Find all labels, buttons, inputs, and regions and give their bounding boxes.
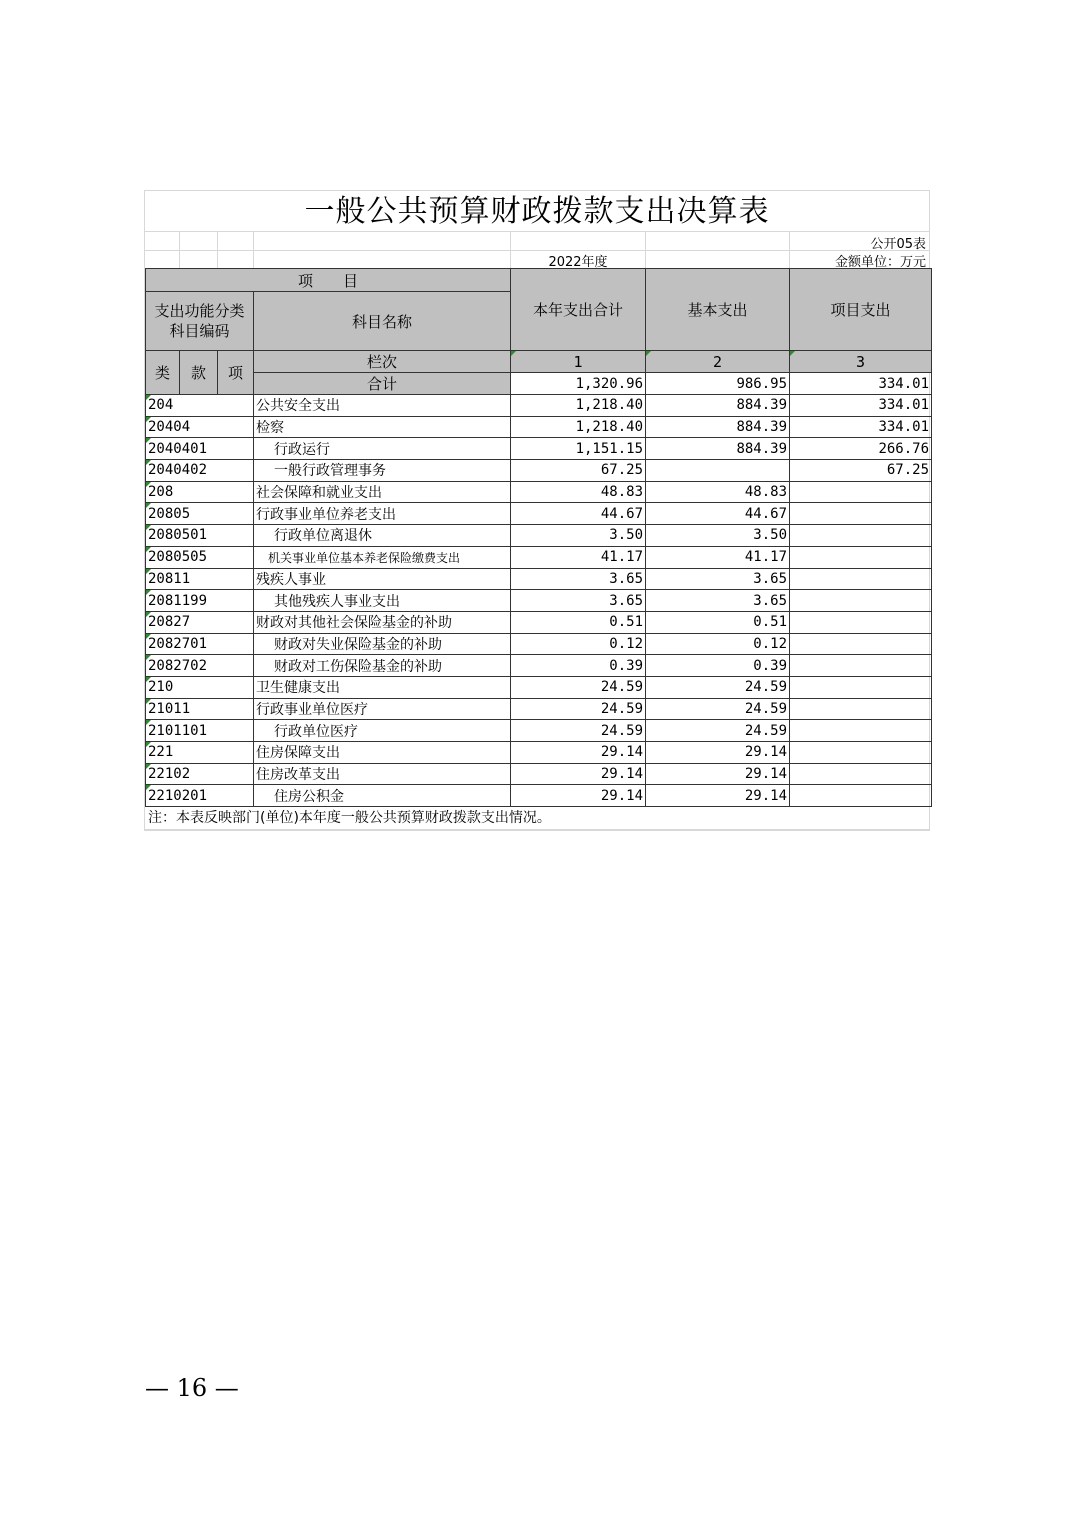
row-basic: 29.14 <box>646 785 790 807</box>
page-number: — 16 — <box>145 1374 239 1402</box>
row-name: 检察 <box>254 416 511 438</box>
row-basic: 29.14 <box>646 742 790 764</box>
row-name: 住房保障支出 <box>254 742 511 764</box>
row-project <box>790 503 932 525</box>
table-row <box>146 503 932 525</box>
table-row <box>146 590 932 612</box>
row-basic: 24.59 <box>646 676 790 698</box>
row-name: 住房公积金 <box>254 785 511 807</box>
row-project <box>790 698 932 720</box>
row-project: 334.01 <box>790 395 932 417</box>
row-basic: 0.12 <box>646 633 790 655</box>
header-basic: 基本支出 <box>646 269 790 351</box>
row-project <box>790 763 932 785</box>
table-row <box>146 438 932 460</box>
row-code: 2080501 <box>146 525 254 547</box>
row-name: 其他残疾人事业支出 <box>254 590 511 612</box>
table-row <box>146 568 932 590</box>
row-project <box>790 633 932 655</box>
row-project <box>790 742 932 764</box>
fiscal-year: 2022年度 <box>548 255 608 270</box>
table-row <box>146 633 932 655</box>
row-name: 一般行政管理事务 <box>254 460 511 482</box>
table-row <box>146 763 932 785</box>
row-project <box>790 525 932 547</box>
row-total: 24.59 <box>511 698 646 720</box>
row-code: 210 <box>146 676 254 698</box>
total-basic: 986.95 <box>646 373 790 395</box>
row-total: 24.59 <box>511 720 646 742</box>
header-lanci: 栏次 <box>254 351 511 373</box>
row-basic <box>646 460 790 482</box>
table-meta <box>145 232 929 268</box>
row-basic: 3.50 <box>646 525 790 547</box>
row-code: 2101101 <box>146 720 254 742</box>
row-project <box>790 590 932 612</box>
table-code: 公开05表 <box>870 237 926 252</box>
header-subject-name: 科目名称 <box>254 292 511 351</box>
row-name: 行政单位医疗 <box>254 720 511 742</box>
total-all: 1,320.96 <box>511 373 646 395</box>
row-total: 0.12 <box>511 633 646 655</box>
row-name: 行政事业单位医疗 <box>254 698 511 720</box>
row-total: 48.83 <box>511 481 646 503</box>
table-row <box>146 676 932 698</box>
row-project <box>790 546 932 568</box>
table-row <box>146 460 932 482</box>
row-total: 24.59 <box>511 676 646 698</box>
table-row <box>146 742 932 764</box>
row-code: 2082701 <box>146 633 254 655</box>
row-basic: 24.59 <box>646 720 790 742</box>
budget-sheet <box>144 190 930 831</box>
table-note: 注：本表反映部门(单位)本年度一般公共预算财政拨款支出情况。 <box>145 807 929 830</box>
row-name: 机关事业单位基本养老保险缴费支出 <box>254 546 511 568</box>
table-row <box>146 611 932 633</box>
row-total: 29.14 <box>511 785 646 807</box>
header-total: 本年支出合计 <box>511 269 646 351</box>
expenditure-table <box>145 268 932 807</box>
row-code: 2081199 <box>146 590 254 612</box>
row-code: 2210201 <box>146 785 254 807</box>
header-lei: 类 <box>146 351 180 395</box>
row-code: 20811 <box>146 568 254 590</box>
table-row <box>146 416 932 438</box>
table-row <box>146 655 932 677</box>
row-total: 0.51 <box>511 611 646 633</box>
row-basic: 44.67 <box>646 503 790 525</box>
row-name: 行政单位离退休 <box>254 525 511 547</box>
table-row <box>146 785 932 807</box>
row-project <box>790 785 932 807</box>
row-total: 3.65 <box>511 590 646 612</box>
row-basic: 0.39 <box>646 655 790 677</box>
row-code: 20827 <box>146 611 254 633</box>
row-code: 21011 <box>146 698 254 720</box>
row-total: 41.17 <box>511 546 646 568</box>
row-total: 3.65 <box>511 568 646 590</box>
row-total: 3.50 <box>511 525 646 547</box>
row-name: 行政运行 <box>254 438 511 460</box>
row-name: 公共安全支出 <box>254 395 511 417</box>
row-project: 67.25 <box>790 460 932 482</box>
row-project: 334.01 <box>790 416 932 438</box>
row-name: 住房改革支出 <box>254 763 511 785</box>
row-basic: 48.83 <box>646 481 790 503</box>
table-row <box>146 720 932 742</box>
row-name: 卫生健康支出 <box>254 676 511 698</box>
table-row <box>146 525 932 547</box>
row-name: 财政对其他社会保险基金的补助 <box>254 611 511 633</box>
row-project <box>790 720 932 742</box>
row-total: 1,218.40 <box>511 416 646 438</box>
row-basic: 24.59 <box>646 698 790 720</box>
row-name: 财政对工伤保险基金的补助 <box>254 655 511 677</box>
row-name: 财政对失业保险基金的补助 <box>254 633 511 655</box>
row-total: 29.14 <box>511 742 646 764</box>
row-project <box>790 611 932 633</box>
row-code: 2040401 <box>146 438 254 460</box>
amount-unit: 金额单位：万元 <box>834 255 926 270</box>
row-code: 208 <box>146 481 254 503</box>
row-basic: 3.65 <box>646 590 790 612</box>
header-item: 项 目 <box>146 269 511 292</box>
row-basic: 884.39 <box>646 395 790 417</box>
table-row <box>146 395 932 417</box>
row-total: 1,151.15 <box>511 438 646 460</box>
row-project <box>790 655 932 677</box>
col-number-2: 2 <box>646 351 790 373</box>
table-row <box>146 546 932 568</box>
row-total: 29.14 <box>511 763 646 785</box>
row-basic: 884.39 <box>646 416 790 438</box>
table-title: 一般公共预算财政拨款支出决算表 <box>145 191 929 232</box>
row-total: 44.67 <box>511 503 646 525</box>
col-number-1: 1 <box>511 351 646 373</box>
row-code: 2082702 <box>146 655 254 677</box>
row-code: 2040402 <box>146 460 254 482</box>
header-func-code: 支出功能分类科目编码 <box>146 292 254 351</box>
row-basic: 3.65 <box>646 568 790 590</box>
header-xiang: 项 <box>218 351 254 395</box>
row-code: 204 <box>146 395 254 417</box>
row-project <box>790 568 932 590</box>
row-total: 1,218.40 <box>511 395 646 417</box>
row-project <box>790 676 932 698</box>
total-label: 合计 <box>254 373 511 395</box>
row-name: 残疾人事业 <box>254 568 511 590</box>
row-project: 266.76 <box>790 438 932 460</box>
row-name: 社会保障和就业支出 <box>254 481 511 503</box>
row-total: 0.39 <box>511 655 646 677</box>
row-code: 20404 <box>146 416 254 438</box>
row-project <box>790 481 932 503</box>
col-number-3: 3 <box>790 351 932 373</box>
row-code: 20805 <box>146 503 254 525</box>
row-total: 67.25 <box>511 460 646 482</box>
row-basic: 884.39 <box>646 438 790 460</box>
row-code: 221 <box>146 742 254 764</box>
row-basic: 0.51 <box>646 611 790 633</box>
row-code: 2080505 <box>146 546 254 568</box>
row-name: 行政事业单位养老支出 <box>254 503 511 525</box>
row-code: 22102 <box>146 763 254 785</box>
total-project: 334.01 <box>790 373 932 395</box>
table-row <box>146 481 932 503</box>
row-basic: 29.14 <box>646 763 790 785</box>
table-row <box>146 698 932 720</box>
header-project: 项目支出 <box>790 269 932 351</box>
header-kuan: 款 <box>180 351 218 395</box>
row-basic: 41.17 <box>646 546 790 568</box>
